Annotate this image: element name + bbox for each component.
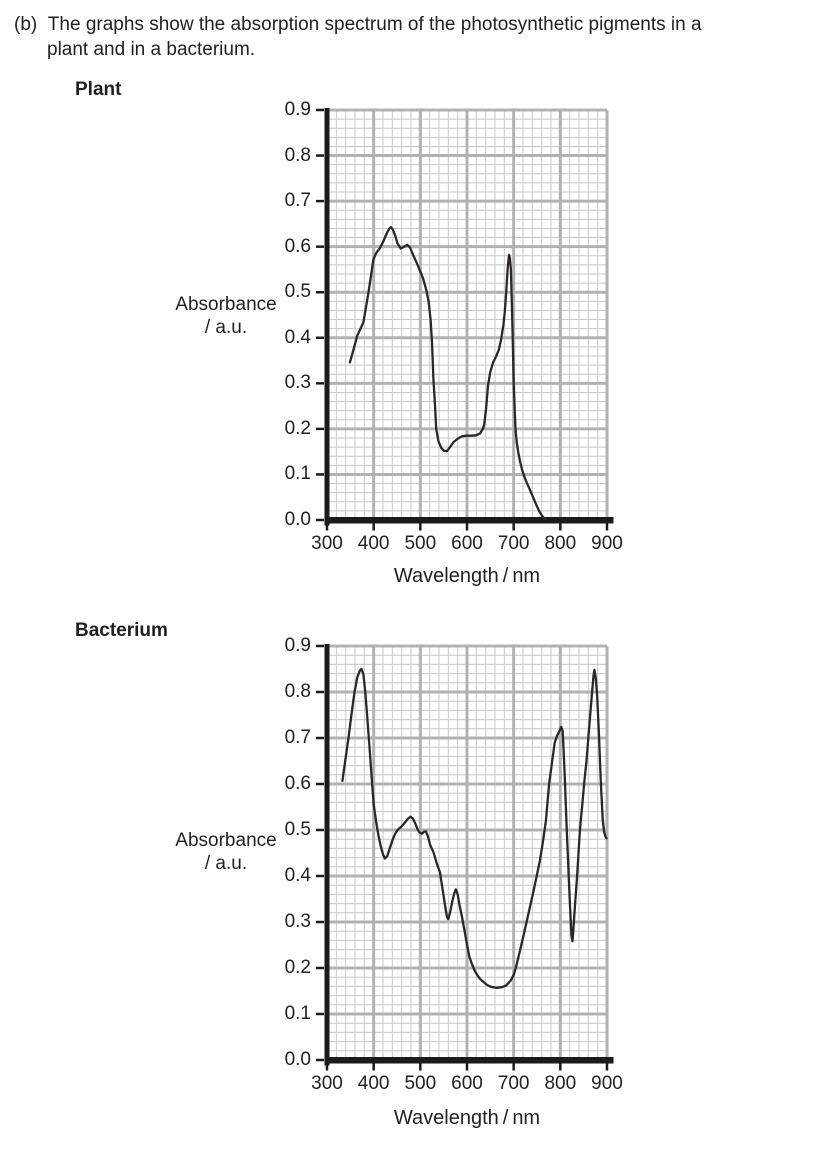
question-line1: The graphs show the absorption spectrum of the photosynthetic pigments in a: [47, 14, 702, 35]
y-tick-label: 0.9: [284, 635, 311, 656]
y-tick-label: 0.1: [284, 1003, 311, 1024]
bacterium-chart-grid-and-curve: [311, 638, 623, 1078]
y-tick-label: 0.6: [284, 235, 311, 257]
y-tick-label: 0.2: [284, 417, 311, 439]
plant-absorption-chart: [240, 95, 670, 615]
x-tick-label: 600: [451, 1073, 483, 1094]
bacterium-y-axis-label-line1: Absorbance: [175, 830, 277, 851]
x-tick-label: 800: [544, 533, 577, 554]
x-tick-label: 600: [451, 533, 483, 554]
bacterium-x-axis-label: Wavelength / nm: [393, 1107, 541, 1129]
question-text: [14, 12, 787, 62]
y-tick-label: 0.0: [284, 1049, 311, 1070]
plant-y-axis-label-line1: Absorbance: [175, 294, 277, 315]
y-tick-label: 0.8: [284, 144, 311, 166]
y-tick-label: 0.8: [284, 681, 311, 702]
y-tick-label: 0.1: [284, 463, 311, 485]
y-tick-label: 0.3: [284, 372, 311, 394]
x-tick-label: 900: [591, 1073, 623, 1094]
question-marker: (b): [14, 14, 38, 35]
plant-section-label: Plant: [75, 79, 122, 100]
x-tick-label: 400: [357, 1073, 390, 1094]
y-tick-label: 0.4: [284, 865, 311, 886]
y-tick-label: 0.6: [284, 773, 311, 794]
x-tick-label: 300: [311, 533, 343, 554]
y-tick-label: 0.5: [284, 819, 311, 840]
y-tick-label: 0.3: [284, 911, 311, 932]
x-tick-label: 700: [497, 533, 530, 554]
question-line2: plant and in a bacterium.: [47, 39, 256, 60]
y-tick-label: 0.0: [284, 509, 311, 530]
y-tick-label: 0.7: [284, 190, 311, 212]
x-tick-label: 500: [404, 1073, 437, 1094]
y-tick-label: 0.4: [284, 326, 311, 348]
y-tick-label: 0.5: [284, 281, 311, 303]
plant-x-axis-label: Wavelength / nm: [393, 565, 541, 587]
bacterium-absorption-chart: [240, 631, 670, 1151]
y-tick-label: 0.7: [284, 727, 311, 748]
x-tick-label: 800: [544, 1073, 577, 1094]
bacterium-y-axis-label-line2: / a.u.: [204, 853, 248, 874]
x-tick-label: 300: [311, 1073, 343, 1094]
x-tick-label: 400: [357, 533, 390, 554]
x-tick-label: 500: [404, 533, 437, 554]
plant-y-axis-label-line2: / a.u.: [204, 317, 248, 338]
x-tick-label: 900: [591, 533, 623, 554]
bacterium-section-label: Bacterium: [75, 620, 168, 641]
y-tick-label: 0.9: [284, 99, 311, 120]
x-tick-label: 700: [497, 1073, 530, 1094]
plant-chart-grid-and-curve: [311, 102, 623, 538]
y-tick-label: 0.2: [284, 957, 311, 978]
